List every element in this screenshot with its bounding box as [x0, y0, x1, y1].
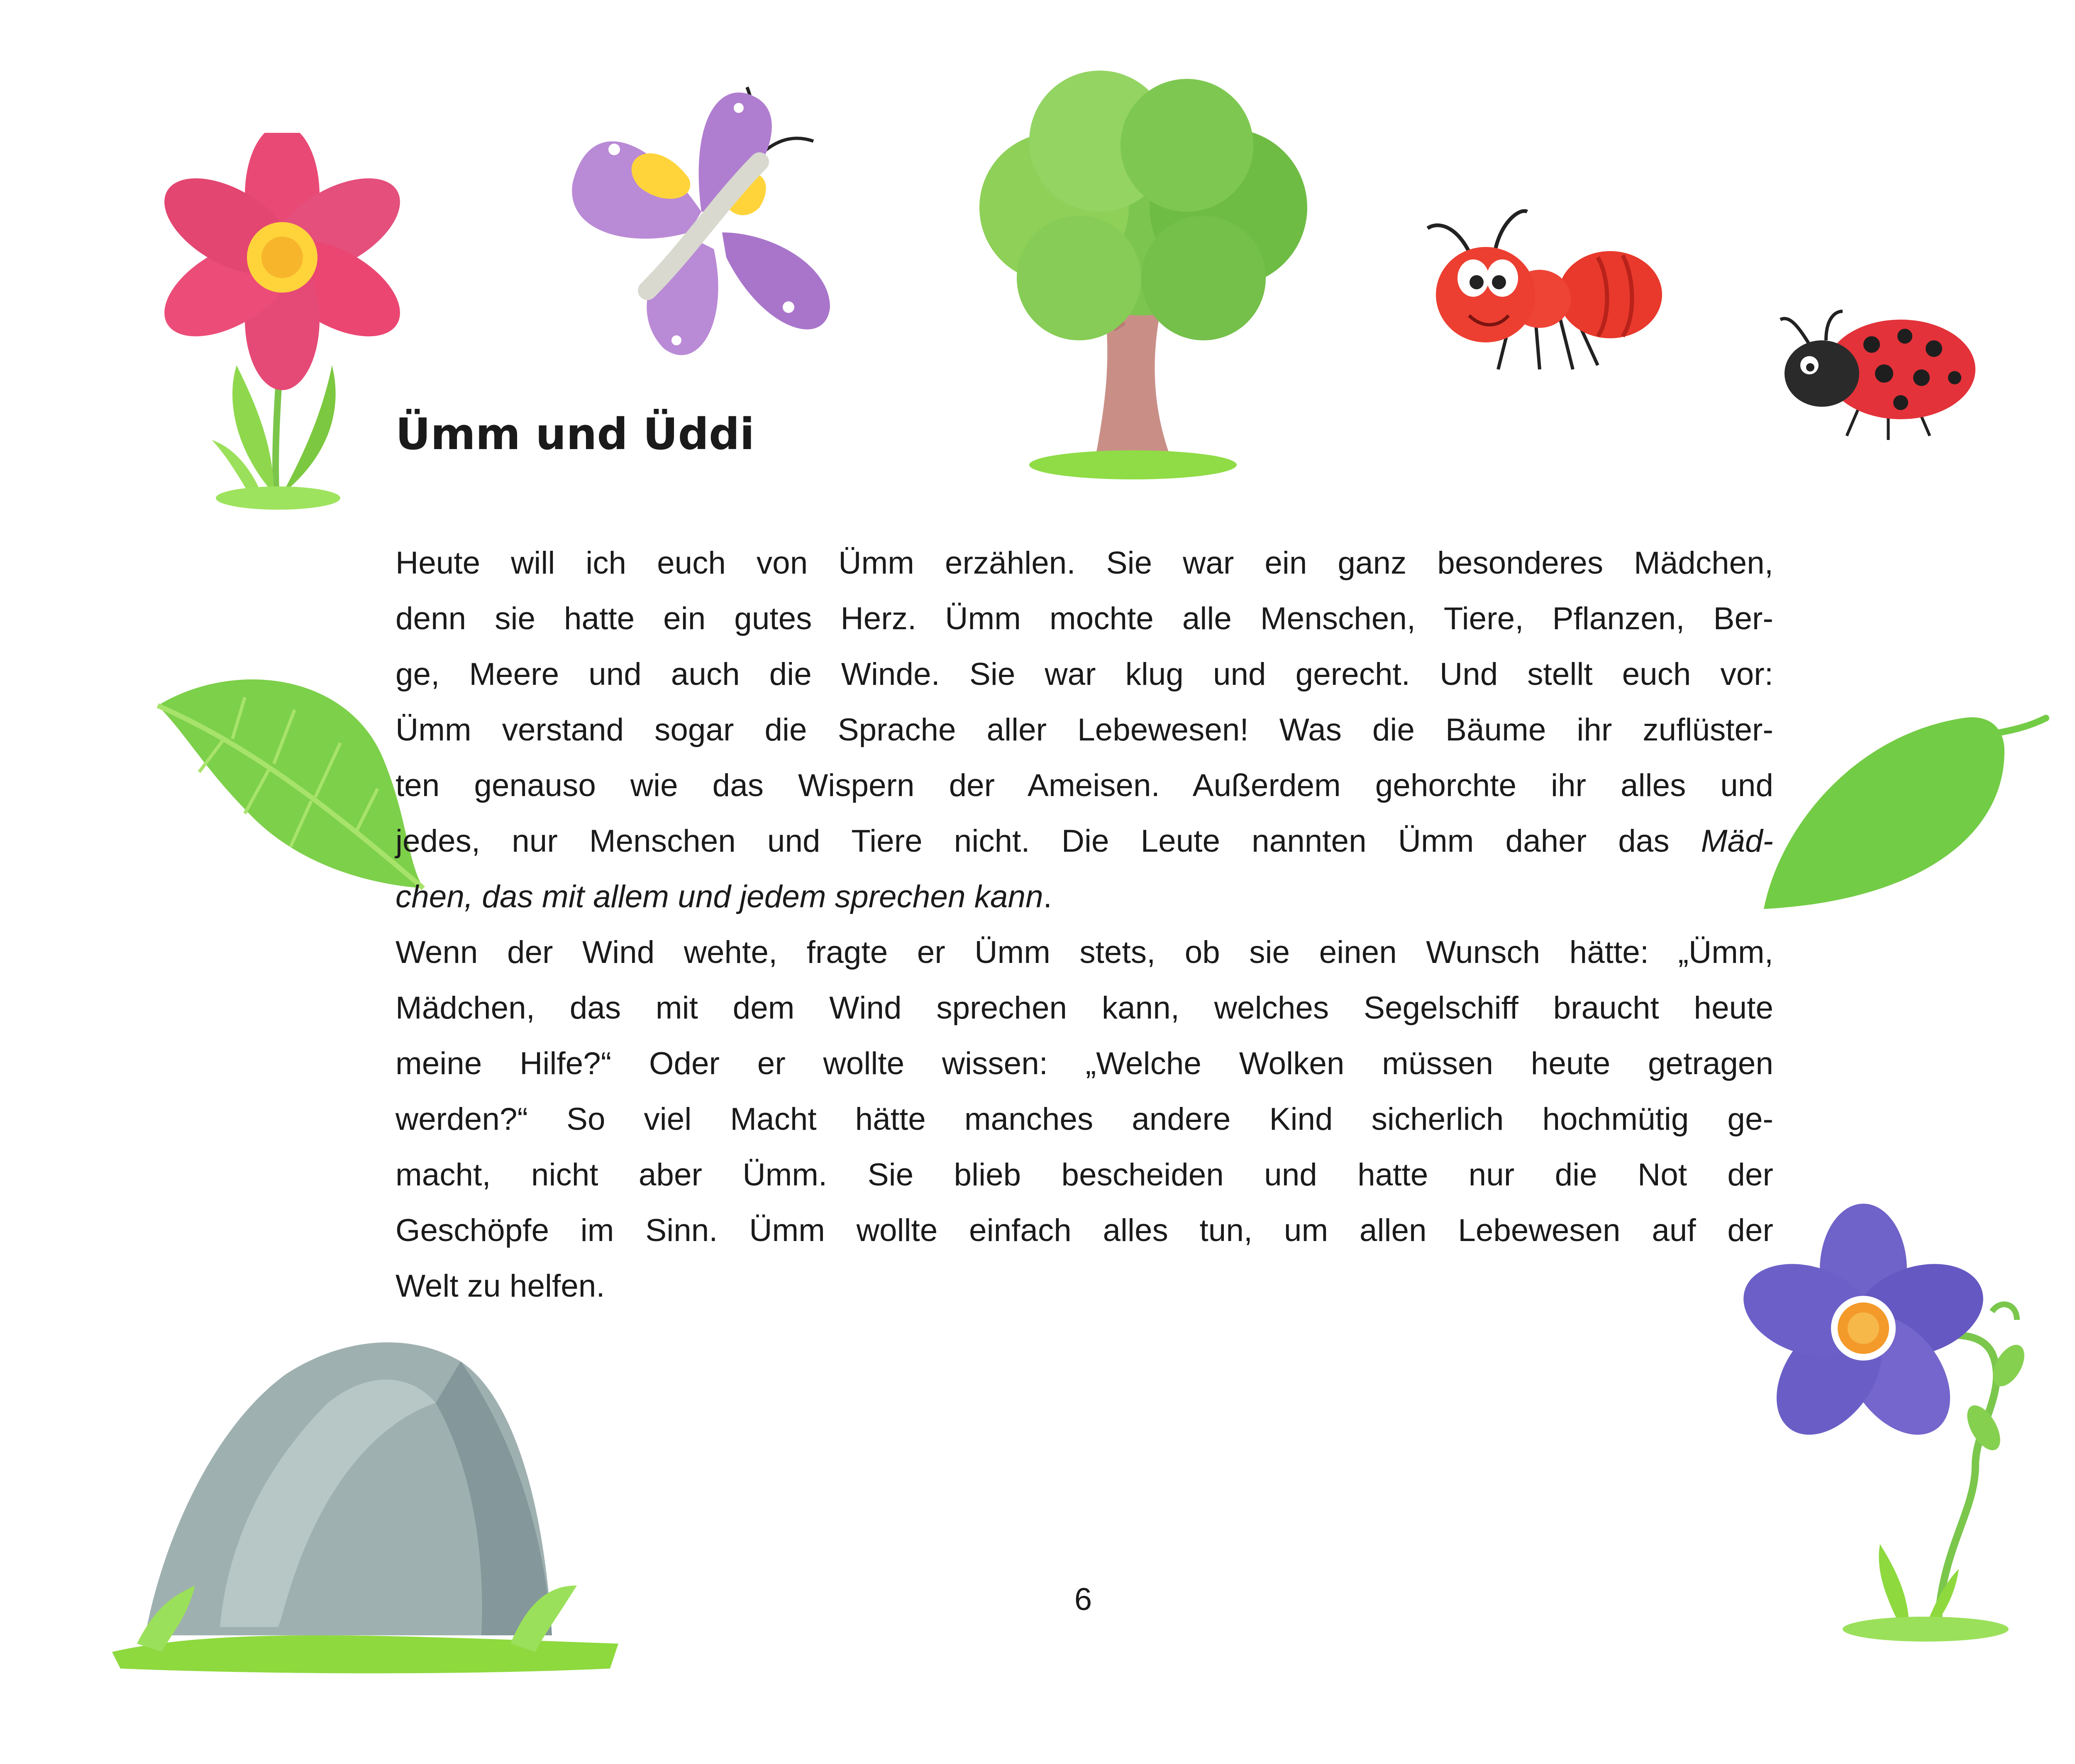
story-body	[395, 535, 1773, 1314]
text-line: Wenn der Wind wehte, fragte er Ümm stets, ob sie einen Wunsch hätte: „Ümm,	[395, 935, 1773, 970]
paragraph-1	[395, 535, 1773, 925]
text-line	[395, 814, 1773, 869]
red-ant-illustration	[1403, 195, 1668, 394]
italic-phrase: chen, das mit allem und jedem sprechen kann	[395, 879, 1043, 914]
text-line: werden?“ So viel Macht hätte manches andere Kind sicherlich hochmütig ge-	[395, 1102, 1773, 1137]
text-line: Mädchen, das mit dem Wind sprechen kann, welches Segelschiff braucht heute	[395, 990, 1773, 1026]
purple-flower-illustration	[1743, 1195, 2058, 1644]
ladybug-illustration	[1764, 299, 1980, 448]
leaf-right-illustration	[1755, 701, 2054, 917]
text-line: ge, Meere und auch die Winde. Sie war klug und gerecht. Und stellt euch vor:	[395, 657, 1773, 692]
paragraph-2	[395, 925, 1773, 1314]
story-title: Ümm und Üddi	[395, 409, 755, 459]
text-line: Ümm verstand sogar die Sprache aller Lebewesen! Was die Bäume ihr zuflüster-	[395, 712, 1773, 748]
purple-butterfly-illustration	[564, 75, 847, 374]
text-line: Welt zu helfen.	[395, 1268, 605, 1304]
italic-phrase: Mäd-	[1701, 823, 1773, 859]
text-line: Heute will ich euch von Ümm erzählen. Sie war ein ganz besonderes Mädchen,	[395, 545, 1773, 581]
text-segment: .	[1043, 879, 1052, 914]
tree-illustration	[954, 71, 1328, 481]
pink-flower-illustration	[149, 133, 407, 515]
text-segment: jedes, nur Menschen und Tiere nicht. Die Leute nannten Ümm daher das	[395, 823, 1670, 859]
text-line: denn sie hatte ein gutes Herz. Ümm mochte alle Menschen, Tiere, Pflanzen, Ber-	[395, 601, 1773, 636]
text-line: Geschöpfe im Sinn. Ümm wollte einfach alles tun, um allen Lebewesen auf der	[395, 1213, 1773, 1248]
text-line: ten genauso wie das Wispern der Ameisen. Außerdem gehorchte ihr alles und	[395, 768, 1773, 803]
page-number: 6	[1074, 1582, 1092, 1617]
text-line: meine Hilfe?“ Oder er wollte wissen: „Welche Wolken müssen heute getragen	[395, 1046, 1773, 1081]
text-line: macht, nicht aber Ümm. Sie blieb bescheiden und hatte nur die Not der	[395, 1157, 1773, 1192]
text-line	[395, 869, 1773, 925]
grey-rock-illustration	[95, 1336, 635, 1677]
